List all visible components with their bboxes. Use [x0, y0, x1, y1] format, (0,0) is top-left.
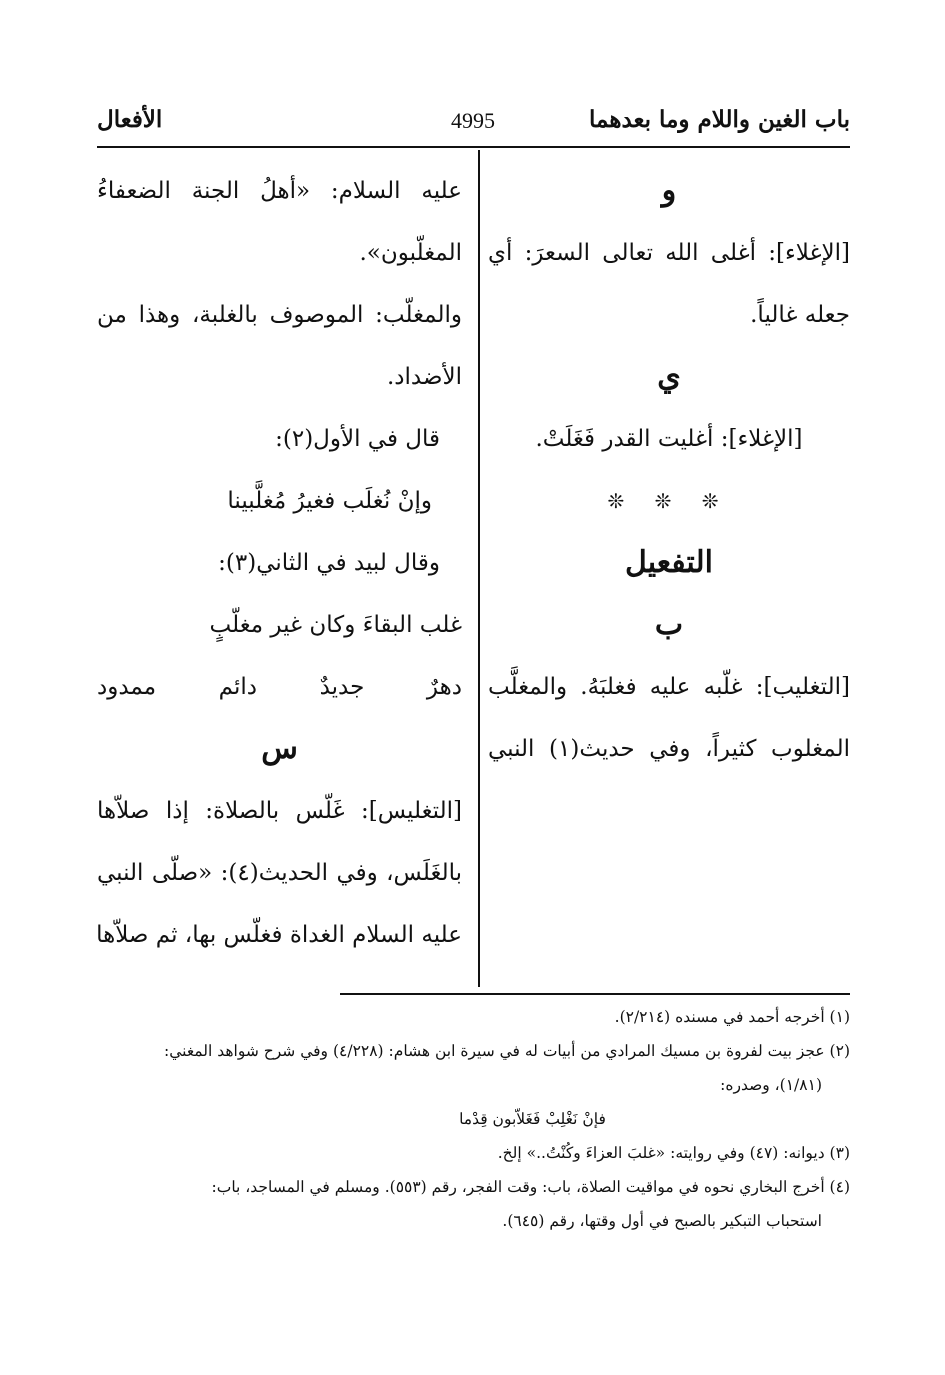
- verse-line: غلب البقاءَ وكان غير مغلّبٍ: [209, 612, 462, 638]
- footnote: (١) أخرجه أحمد في مسنده (٢/٢١٤).: [614, 1008, 850, 1026]
- entry-line: المغلوب كثيراً، وفي حديث(١) النبي: [488, 736, 850, 762]
- letter-heading-waw: و: [661, 173, 677, 208]
- section-title: التفعيل: [625, 545, 713, 580]
- running-header-section: الأفعال: [97, 106, 163, 133]
- left-column: [97, 160, 462, 966]
- entry-line: والمغلّب: الموصوف بالغلبة، وهذا من: [97, 302, 462, 328]
- entry-line: بالغَلَس، وفي الحديث(٤): «صلّى النبي: [97, 860, 462, 886]
- entry-line: جعله غالياً.: [750, 302, 850, 328]
- column-divider: [478, 150, 480, 987]
- verse-line: دهرٌ جديدٌ دائم ممدود: [97, 674, 462, 700]
- entry-line: [التغليس]: غَلّس بالصلاة: إذا صلاّها: [97, 798, 462, 824]
- right-column: [488, 160, 850, 780]
- entry-line: عليه السلام: «أهلُ الجنة الضعفاءُ: [97, 178, 462, 204]
- letter-heading-ya: ي: [657, 359, 681, 394]
- footnote-verse: فإنْ نَغْلِبْ فَغَلاّبون قِدْما: [459, 1110, 606, 1128]
- footnote-rule: [340, 993, 850, 995]
- footnote: (٤) أخرج البخاري نحوه في مواقيت الصلاة، باب: وقت الفجر، رقم (٥٥٣). ومسلم في المساجد، باب:: [211, 1178, 850, 1196]
- letter-heading-ba: ب: [654, 607, 684, 642]
- entry-line: وقال لبيد في الثاني(٣):: [218, 550, 440, 576]
- footnote-continuation: (١/٨١)، وصدره:: [720, 1076, 822, 1094]
- footnote: (٣) ديوانه: (٤٧) وفي روايته: «غلبَ العزاءَ وكُنْتُ..» إلخ.: [497, 1144, 850, 1162]
- header-rule: [97, 146, 850, 148]
- entry-line: [التغليب]: غلّبه عليه فغلبَهُ. والمغلَّب: [488, 674, 850, 700]
- verse-line: وإنْ نُغلَب فغيرُ مُغلَّبينا: [227, 488, 432, 514]
- entry-line: عليه السلام الغداة فغلّس بها، ثم صلاّها: [96, 922, 462, 948]
- footnote: (٢) عجز بيت لفروة بن مسيك المرادي من أبيات له في سيرة ابن هشام: (٤/٢٢٨) وفي شرح شواهد المغني:: [164, 1042, 850, 1060]
- entry-line: [الإغلاء]: أغليت القدر فَغَلَتْ.: [535, 426, 803, 452]
- letter-heading-sin: س: [261, 731, 298, 766]
- section-separator-stars: ❊ ❊ ❊: [607, 489, 731, 513]
- entry-line: قال في الأول(٢):: [275, 426, 440, 452]
- entry-line: [الإغلاء]: أغلى الله تعالى السعرَ: أي: [488, 240, 850, 266]
- footnotes: [95, 1000, 850, 1238]
- page-number: 4995: [451, 108, 495, 133]
- running-header-chapter: باب الغين واللام وما بعدهما: [589, 106, 850, 133]
- entry-line: الأضداد.: [386, 364, 462, 390]
- footnote-continuation: استحباب التبكير بالصبح في أول وقتها، رقم (٦٤٥).: [502, 1212, 822, 1230]
- entry-line: المغلّبون».: [359, 240, 462, 266]
